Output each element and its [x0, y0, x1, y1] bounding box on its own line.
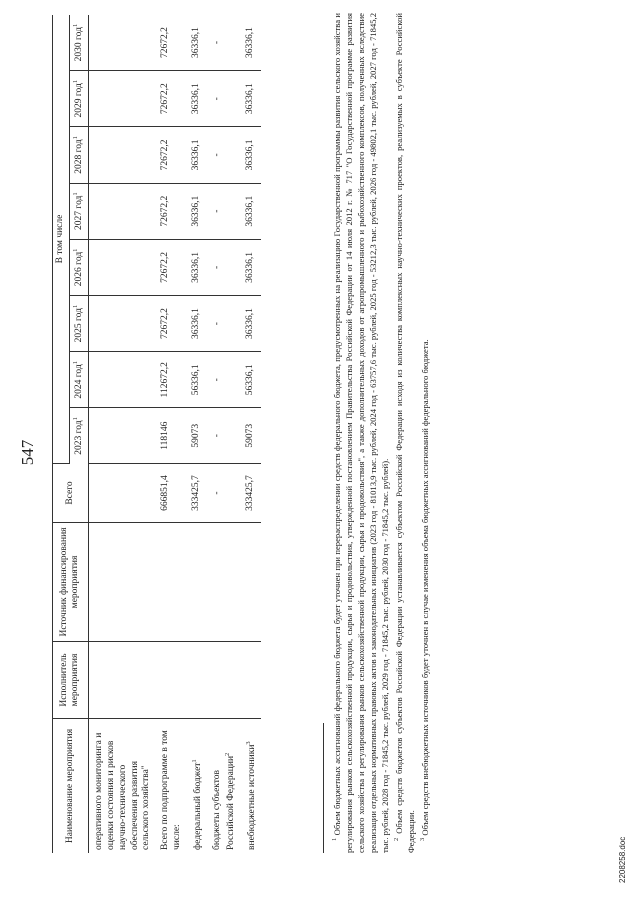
value-cell: 72672,2 — [155, 295, 186, 351]
value-cell: 72672,2 — [155, 15, 186, 71]
value-cell: - — [207, 352, 240, 408]
value-cell: 112672,2 — [155, 352, 186, 408]
header-year: 2030 год$^1$ — [69, 15, 88, 71]
header-source: Источник финансирования мероприятия — [53, 523, 89, 642]
footnote-1: $^1$ Объем бюджетных ассигнований федерального бюджета будет уточнен при перераспределении средств федерального бюджета, предусмотренных на реализацию Государственной программы развития сельского хозяйства и регулирования рынков сельскохозяйственной продукции, сырья и продовольствия, утвержденной постановлением Правительства Российской Федерации от 14 июля 2012 г. № 717 "О Государственной программе развития сельского хозяйства и регулирования рынков сельскохозяйственной продукции, сырья и продовольствия", а также дополнительных доходов от агропромышленного и рыбохозяйственного комплексов, полученных вследствие реализации отдельных нормативных правовых актов и законодательных инициатив (2023 год - 81013,9 тыс. рублей, 2024 год - 63757,6 тыс. рублей, 2025 год - 53212,3 тыс. рублей, 2026 год - 49802,1 тыс. рублей, 2027 год - 71845,2 тыс. рублей, 2028 год - 71845,2 тыс. рублей, 2029 год - 71845,2 тыс. рублей, 2030 год - 71845,2 тыс. рублей). — [331, 12, 390, 853]
value-cell: 333425,7 — [186, 464, 207, 523]
header-year: 2027 год$^1$ — [69, 183, 88, 239]
value-cell: 36336,1 — [186, 127, 207, 183]
header-measure-name: Наименование мероприятия — [53, 719, 89, 854]
table-row-regional — [207, 15, 240, 853]
footnote-mark: 1 — [191, 759, 199, 763]
value-cell: 36336,1 — [186, 295, 207, 351]
row-label: федеральный бюджет — [193, 762, 204, 850]
value-cell: 59073 — [186, 408, 207, 464]
value-cell: 59073 — [240, 408, 261, 464]
value-cell: 56336,1 — [186, 352, 207, 408]
footnote-divider — [323, 723, 324, 853]
value-cell: 72672,2 — [155, 127, 186, 183]
value-cell: 72672,2 — [155, 183, 186, 239]
footnote-3: $^3$ Объем средств внебюджетных источников будет уточнен в случае изменения объема бюджетных ассигнований федерального бюджета. — [418, 339, 430, 841]
footnote-mark: 2 — [223, 752, 231, 756]
value-cell: 72672,2 — [155, 71, 186, 127]
value-cell: 56336,1 — [240, 352, 261, 408]
value-cell: 36336,1 — [240, 71, 261, 127]
measure-text: оперативного мониторинга и оценки состояния и рисков научно-технического обеспечения развития сельского хозяйства" — [93, 732, 152, 850]
table-row-offbudget — [240, 15, 261, 853]
value-cell: 72672,2 — [155, 239, 186, 295]
header-incl: В том числе — [53, 15, 70, 464]
header-year: 2025 год$^1$ — [69, 295, 88, 351]
row-label: внебюджетные источники — [247, 744, 258, 850]
value-cell: 36336,1 — [240, 239, 261, 295]
value-cell: - — [207, 408, 240, 464]
header-year: 2029 год$^1$ — [69, 71, 88, 127]
value-cell: - — [207, 183, 240, 239]
financing-table — [52, 15, 261, 853]
header-year: 2023 год$^1$ — [69, 408, 88, 464]
value-cell: - — [207, 464, 240, 523]
value-cell: 118146 — [155, 408, 186, 464]
value-cell: 36336,1 — [186, 71, 207, 127]
value-cell: 666851,4 — [155, 464, 186, 523]
row-label: бюджеты субъектов Российской Федерации — [212, 755, 237, 850]
header-total: Всего — [53, 464, 89, 523]
value-cell: 36336,1 — [240, 183, 261, 239]
value-cell: 36336,1 — [186, 239, 207, 295]
header-year: 2026 год$^1$ — [69, 239, 88, 295]
table-row-federal — [186, 15, 207, 853]
value-cell: - — [207, 239, 240, 295]
value-cell: - — [207, 295, 240, 351]
row-label: Всего по подпрограмме в том числе: — [160, 730, 183, 850]
table-row-measure — [88, 15, 155, 853]
value-cell: 36336,1 — [240, 15, 261, 71]
header-year: 2028 год$^1$ — [69, 127, 88, 183]
value-cell: 333425,7 — [240, 464, 261, 523]
footnote-mark: 3 — [244, 741, 252, 745]
value-cell: 36336,1 — [186, 15, 207, 71]
table-row-total — [155, 15, 186, 853]
footnotes — [330, 13, 432, 853]
header-year: 2024 год$^1$ — [69, 352, 88, 408]
value-cell: 36336,1 — [240, 127, 261, 183]
header-executor: Исполнитель мероприятия — [53, 642, 89, 719]
value-cell: - — [207, 127, 240, 183]
value-cell: 36336,1 — [186, 183, 207, 239]
value-cell: - — [207, 15, 240, 71]
page-number: 547 — [18, 439, 37, 466]
value-cell: - — [207, 71, 240, 127]
doc-id: 2208258.doc — [618, 836, 627, 883]
value-cell: 36336,1 — [240, 295, 261, 351]
footnote-2: $^2$ Объем средств бюджетов субъектов Российской Федерации устанавливается субъектом Российской Федерации исходя из количества комплексных научно-технических проектов, реализуемых в субъекте Российской Федерации. — [393, 13, 416, 853]
